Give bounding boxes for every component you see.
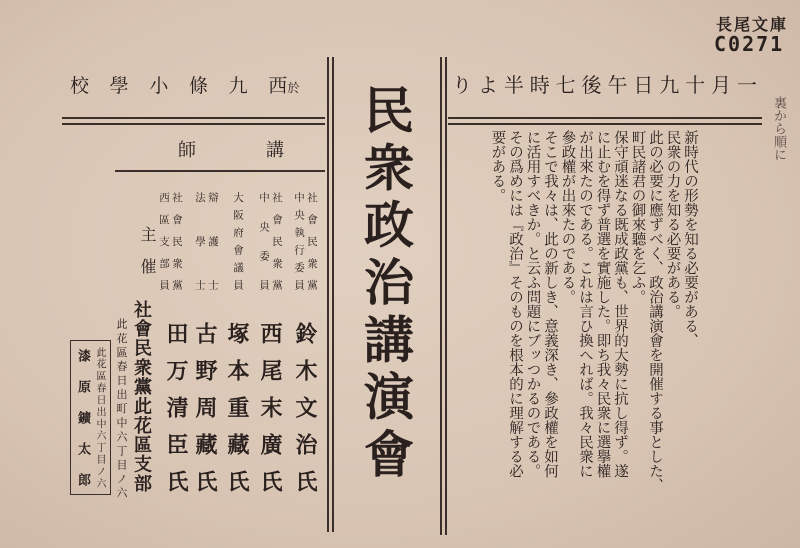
lecturer-name: 古野周藏氏 (192, 322, 218, 492)
divider-left-b (332, 57, 334, 532)
lecturer-title: 社會民衆黨 中央委員 (258, 192, 283, 290)
venue-name: 西九條小學校 (70, 75, 288, 97)
lecturer-heading: 講師 (178, 140, 284, 161)
lecturer-title: 辯護士 法學士 (194, 192, 219, 290)
header-rule-right-b (448, 123, 762, 125)
lecturer-rule (115, 170, 325, 172)
lecturer-name: 西尾末廣氏 (257, 322, 283, 492)
event-datetime: 一月十九日午後七時半より (452, 73, 757, 97)
header-rule-right-a (448, 117, 762, 119)
body-line: その爲めには『政治』そのものを根本的に理解する必 (507, 130, 523, 478)
body-line: に止むを得ず普選を實施した。即ち我々民衆に選擧權 (594, 130, 611, 478)
header-rule-left-b (62, 123, 325, 125)
body-line: が出來たのである。これは言ひ換へれば。我々民衆に (577, 130, 593, 478)
body-line: 民衆の力を知る必要がある。 (664, 130, 681, 319)
catalog-code: C0271 (714, 32, 785, 56)
publisher-box (70, 340, 111, 495)
organizer-label: 主催 (138, 226, 157, 274)
lecturer-name: 塚本重藏氏 (224, 322, 250, 492)
lecturer-title: 社會民衆黨 中央執行委員 (293, 192, 318, 290)
divider-right-a (440, 57, 442, 535)
library-stamp: 長尾文庫 (716, 15, 786, 34)
lecturer-title: 社會民衆黨 西區支部員 (158, 192, 183, 290)
organizer-name: 社會民衆黨此花區支部 (131, 300, 152, 492)
handwritten-note: 裏から順に (771, 96, 786, 161)
body-line: 此の必要に應ずべく、政治講演會を開催する事とした、 (647, 130, 663, 493)
divider-right-b (445, 57, 447, 535)
publisher-name: 漆原鑛太郎 (75, 349, 90, 486)
venue (70, 73, 320, 101)
body-line: そこで我々は、此の新しき、意義深き、參政權を如何 (542, 130, 558, 478)
header-rule-left-a (62, 117, 325, 119)
lecturer-name: 田万清臣氏 (163, 322, 189, 492)
divider-left-a (327, 57, 329, 532)
publisher-address: 此花區春日出中六丁目ノ六 (94, 347, 105, 488)
venue-prefix: 於 (287, 81, 320, 95)
lecturer-title: 大阪府會議員 (232, 192, 244, 290)
organizer-address: 此花區春日出町中六丁目ノ六 (115, 318, 128, 498)
flyer-title: 民衆政治講演會 (356, 84, 415, 478)
body-line: に活用すべきか。と云ふ問題にブッつかるのである。 (524, 130, 541, 478)
lecturer-name: 鈴木文治氏 (292, 322, 318, 492)
body-line: 新時代の形勢を知る必要がある、 (682, 130, 698, 348)
body-text (488, 130, 698, 493)
body-line: 參政權が出來たのである。 (559, 130, 576, 304)
body-line: 町民諸君の御來聽を乞ふ。 (629, 130, 646, 304)
body-line: 保守頑迷なる既成政黨も、世界的大勢に抗し得ず。遂 (612, 130, 628, 478)
body-line: 要がある。 (489, 130, 506, 203)
